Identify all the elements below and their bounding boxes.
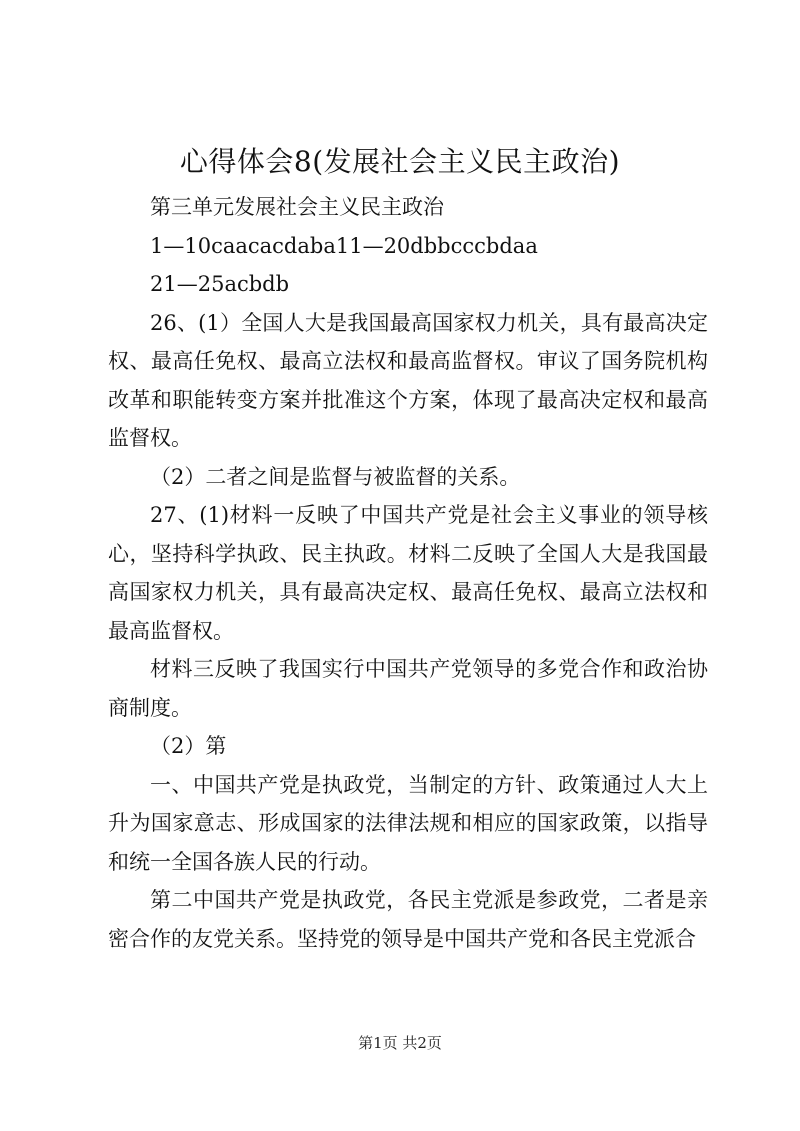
document-title: 心得体会8(发展社会主义民主政治): [179, 145, 621, 178]
paragraph-answers-21-25: 21—25acbdb: [150, 272, 290, 296]
paragraph-unit-heading: 第三单元发展社会主义民主政治: [150, 195, 444, 219]
page-footer: 第1页 共2页: [358, 1034, 442, 1052]
paragraph-material-3: 材料三反映了我国实行中国共产党领导的多党合作和政治协商制度。: [108, 657, 708, 720]
paragraph-point-1: 一、中国共产党是执政党，当制定的方针、政策通过人大上升为国家意志、形成国家的法律法规和相应的国家政策，以指导和统一全国各族人民的行动。: [108, 772, 708, 874]
paragraph-question-27-part-2: （2）第: [150, 734, 227, 758]
paragraph-question-26-part-1: 26、(1）全国人大是我国最高国家权力机关，具有最高决定权、最高任免权、最高立法权和最高监督权。审议了国务院机构改革和职能转变方案并批准这个方案，体现了最高决定权和最高监督权。: [108, 310, 708, 450]
paragraph-point-2: 第二中国共产党是执政党，各民主党派是参政党，二者是亲密合作的友党关系。坚持党的领导是中国共产党和各民主党派合: [108, 888, 708, 951]
paragraph-question-26-part-2: （2）二者之间是监督与被监督的关系。: [150, 464, 521, 489]
paragraph-question-27-part-1: 27、(1)材料一反映了中国共产党是社会主义事业的领导核心，坚持科学执政、民主执政。材料二反映了全国人大是我国最高国家权力机关，具有最高决定权、最高任免权、最高立法权和最高监督权。: [108, 503, 708, 643]
paragraph-answers-1-20: 1—10caacacdaba11—20dbbcccbdaa: [150, 233, 538, 258]
document-body: [108, 188, 708, 958]
